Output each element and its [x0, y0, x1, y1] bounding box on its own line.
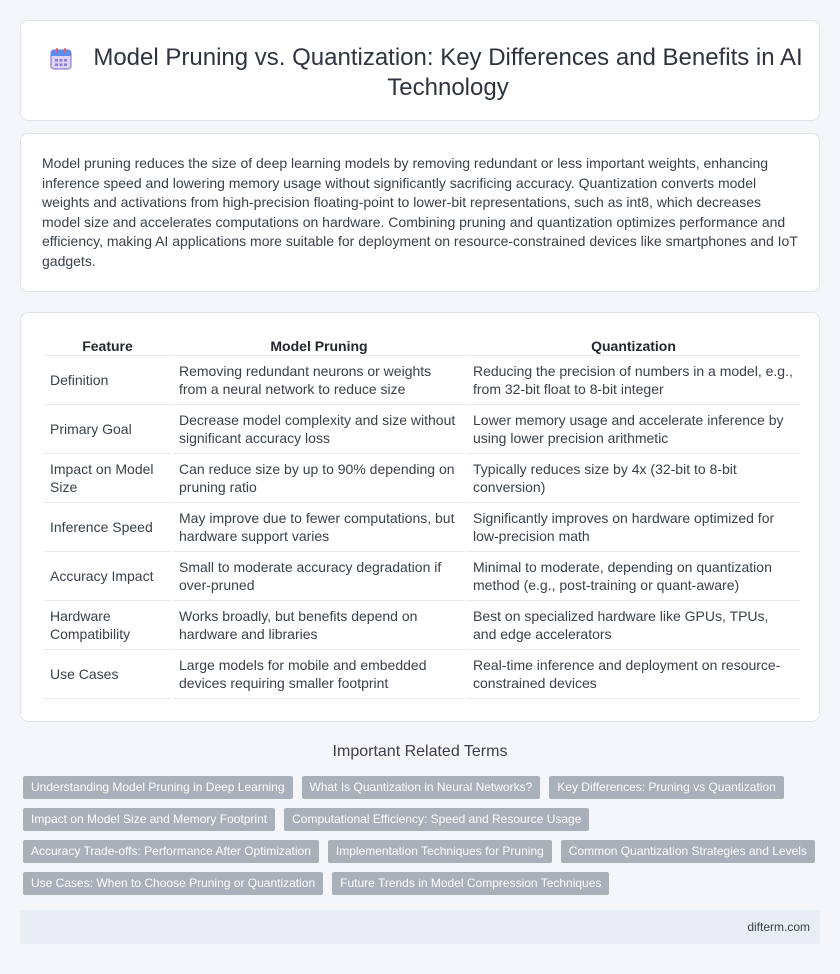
related-term-tag[interactable]: Accuracy Trade-offs: Performance After Optimization	[23, 840, 319, 863]
header-card	[20, 20, 820, 121]
related-term-tag[interactable]: Key Differences: Pruning vs Quantization	[549, 776, 784, 799]
related-terms-list	[23, 776, 823, 895]
footer-site-link[interactable]: difterm.com	[747, 920, 810, 934]
table-cell-pruning: Large models for mobile and embedded devices requiring smaller footprint	[173, 650, 465, 699]
table-cell-pruning: Removing redundant neurons or weights from a neural network to reduce size	[173, 356, 465, 405]
table-cell-pruning: Decrease model complexity and size without significant accuracy loss	[173, 405, 465, 454]
table-cell-feature: Inference Speed	[44, 503, 171, 552]
related-term-tag[interactable]: Common Quantization Strategies and Levels	[561, 840, 815, 863]
table-cell-pruning: Small to moderate accuracy degradation if over-pruned	[173, 552, 465, 601]
table-row	[44, 601, 800, 650]
table-cell-quantization: Significantly improves on hardware optimized for low-precision math	[467, 503, 800, 552]
table-cell-pruning: May improve due to fewer computations, but hardware support varies	[173, 503, 465, 552]
related-term-tag[interactable]: Computational Efficiency: Speed and Resource Usage	[284, 808, 589, 831]
calendar-icon	[48, 46, 74, 72]
table-row	[44, 405, 800, 454]
table-cell-quantization: Reducing the precision of numbers in a model, e.g., from 32-bit float to 8-bit integer	[467, 356, 800, 405]
table-cell-pruning: Can reduce size by up to 90% depending on pruning ratio	[173, 454, 465, 503]
page-title: Model Pruning vs. Quantization: Key Differences and Benefits in AI Technology	[93, 44, 803, 101]
related-term-tag[interactable]: Future Trends in Model Compression Techniques	[332, 872, 609, 895]
table-cell-feature: Primary Goal	[44, 405, 171, 454]
table-row	[44, 552, 800, 601]
intro-text: Model pruning reduces the size of deep learning models by removing redundant or less important weights, enhancing inference speed and lowering memory usage without significantly sacrificing accuracy. Quantization converts model weights and activations from high-precision floating-point to lower-bit representations, such as int8, which decreases model size and accelerates computations on hardware. Combining pruning and quantization optimizes performance and efficiency, making AI applications more suitable for deployment on resource-constrained devices like smartphones and IoT gadgets.	[42, 155, 798, 269]
related-term-tag[interactable]: Impact on Model Size and Memory Footprint	[23, 808, 275, 831]
table-row	[44, 503, 800, 552]
table-cell-quantization: Best on specialized hardware like GPUs, TPUs, and edge accelerators	[467, 601, 800, 650]
table-cell-feature: Hardware Compatibility	[44, 601, 171, 650]
table-cell-quantization: Real-time inference and deployment on resource-constrained devices	[467, 650, 800, 699]
table-cell-feature: Definition	[44, 356, 171, 405]
comparison-table	[42, 335, 802, 699]
table-cell-quantization: Lower memory usage and accelerate inference by using lower precision arithmetic	[467, 405, 800, 454]
table-cell-feature: Accuracy Impact	[44, 552, 171, 601]
related-term-tag[interactable]: Understanding Model Pruning in Deep Learning	[23, 776, 293, 799]
column-header: Quantization	[467, 335, 800, 356]
table-cell-quantization: Typically reduces size by 4x (32-bit to 8-bit conversion)	[467, 454, 800, 503]
table-row	[44, 650, 800, 699]
column-header: Model Pruning	[173, 335, 465, 356]
table-cell-feature: Impact on Model Size	[44, 454, 171, 503]
column-header: Feature	[44, 335, 171, 356]
table-cell-quantization: Minimal to moderate, depending on quantization method (e.g., post-training or quant-aware)	[467, 552, 800, 601]
table-cell-pruning: Works broadly, but benefits depend on hardware and libraries	[173, 601, 465, 650]
related-terms-heading: Important Related Terms	[332, 743, 508, 760]
intro-card	[20, 133, 820, 292]
table-row	[44, 356, 800, 405]
table-row	[44, 454, 800, 503]
comparison-table-card	[20, 312, 820, 722]
footer	[20, 910, 820, 944]
related-term-tag[interactable]: Use Cases: When to Choose Pruning or Quantization	[23, 872, 323, 895]
related-term-tag[interactable]: Implementation Techniques for Pruning	[328, 840, 552, 863]
table-cell-feature: Use Cases	[44, 650, 171, 699]
related-term-tag[interactable]: What Is Quantization in Neural Networks?	[302, 776, 541, 799]
table-header-row	[44, 335, 800, 356]
